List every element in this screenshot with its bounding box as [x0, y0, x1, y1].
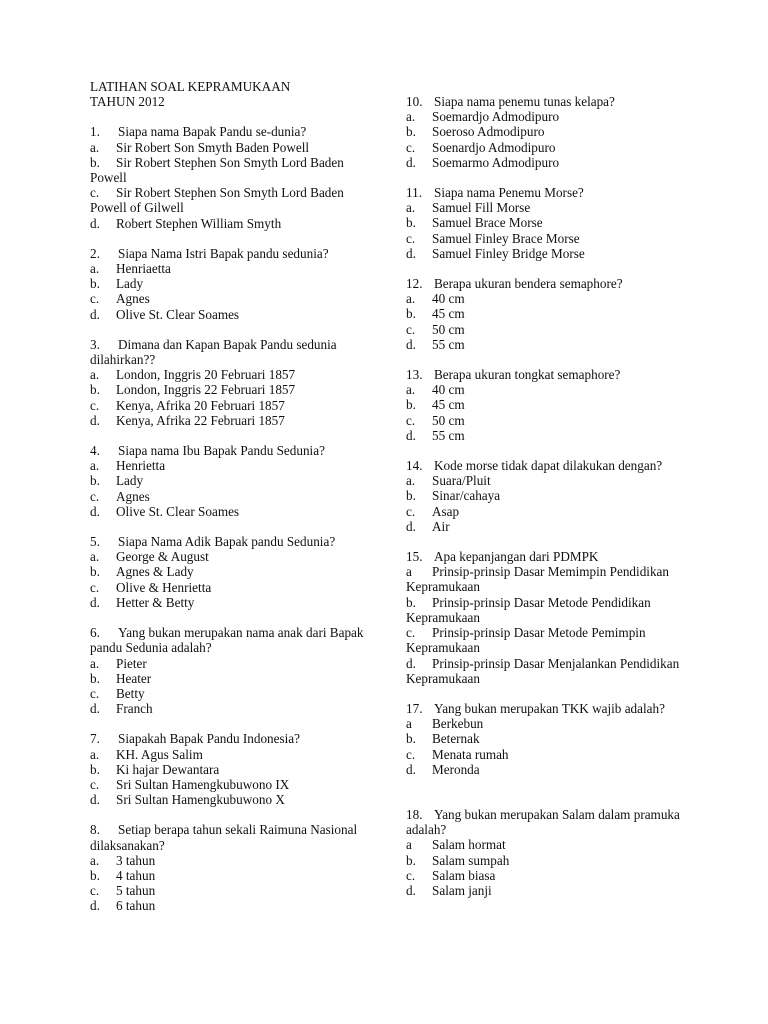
question-block [90, 625, 372, 716]
question-number: 7. [90, 731, 100, 747]
question-text: Siapa Nama Adik Bapak pandu Sedunia? [118, 534, 336, 550]
question-text: Siapa nama Penemu Morse? [434, 185, 584, 201]
question-number: 10. [406, 94, 423, 109]
answer-option [406, 762, 696, 777]
question-stem [90, 822, 372, 852]
option-letter: d. [90, 792, 100, 808]
option-text: Robert Stephen William Smyth [116, 215, 282, 231]
option-letter: a [406, 564, 412, 580]
answer-option [90, 686, 372, 701]
answer-option [406, 109, 696, 124]
question-number: 17. [406, 700, 423, 716]
answer-option [406, 246, 696, 261]
option-text: Suara/Pluit [432, 473, 491, 489]
question-text: Siapa nama Bapak Pandu se-dunia? [118, 124, 307, 140]
option-text: London, Inggris 20 Februari 1857 [116, 367, 296, 383]
answer-option [90, 868, 372, 883]
option-text: Ki hajar Dewantara [116, 761, 220, 777]
answer-option [90, 701, 372, 716]
question-block [406, 701, 696, 777]
answer-option [406, 428, 696, 443]
option-text: Soenardjo Admodipuro [432, 139, 556, 155]
option-letter: b. [406, 124, 416, 140]
question-stem [90, 731, 372, 746]
answer-option [406, 322, 696, 337]
option-text: Samuel Finley Bridge Morse [432, 245, 585, 261]
answer-option [406, 519, 696, 534]
option-text: Soeroso Admodipuro [432, 124, 545, 140]
option-letter: b. [406, 306, 416, 322]
option-text: 4 tahun [116, 867, 156, 883]
answer-option [90, 595, 372, 610]
option-letter: b. [406, 215, 416, 231]
option-text: Sir Robert Son Smyth Baden Powell [116, 139, 310, 155]
option-letter: c. [406, 321, 416, 337]
question-stem [406, 94, 696, 109]
answer-option [90, 413, 372, 428]
answer-option [406, 656, 696, 686]
option-text: Salam hormat [432, 837, 506, 853]
answer-option [90, 671, 372, 686]
option-text: London, Inggris 22 Februari 1857 [116, 382, 296, 398]
question-text: Yang bukan merupakan Salam dalam pramuka adalah? [406, 806, 680, 838]
option-letter: b. [90, 154, 100, 170]
option-text: Prinsip-prinsip Dasar Metode Pemimpin Kepramukaan [406, 625, 646, 656]
question-number: 1. [90, 124, 100, 140]
option-text: Henrietta [116, 458, 166, 474]
answer-option [90, 489, 372, 504]
left-question-list [90, 124, 372, 913]
answer-option [406, 291, 696, 306]
option-letter: c. [406, 625, 416, 641]
answer-option [406, 337, 696, 352]
option-letter: c. [90, 291, 100, 307]
question-stem [406, 276, 696, 291]
answer-option [90, 853, 372, 868]
question-stem [406, 549, 696, 564]
question-block [406, 185, 696, 261]
question-number: 6. [90, 625, 100, 641]
option-text: Salam sumpah [432, 852, 510, 868]
question-stem [90, 246, 372, 261]
option-letter: a. [90, 655, 100, 671]
option-text: 45 cm [432, 397, 465, 413]
answer-option [90, 458, 372, 473]
document-title [90, 79, 372, 109]
option-text: Samuel Finley Brace Morse [432, 230, 580, 246]
question-block [90, 534, 372, 610]
option-letter: a. [90, 367, 100, 383]
answer-option [406, 306, 696, 321]
option-letter: a. [90, 746, 100, 762]
question-text: Berapa ukuran tongkat semaphore? [434, 367, 621, 383]
answer-option [406, 837, 696, 852]
answer-option [406, 883, 696, 898]
option-text: Sir Robert Stephen Son Smyth Lord Baden Powell [90, 154, 344, 186]
option-text: Agnes [116, 488, 150, 504]
option-text: Berkebun [432, 716, 484, 732]
answer-option [406, 488, 696, 503]
option-text: Prinsip-prinsip Dasar Menjalankan Pendidikan Kepramukaan [406, 655, 680, 686]
answer-option [90, 777, 372, 792]
answer-option [90, 656, 372, 671]
question-block [90, 443, 372, 519]
option-letter: c. [406, 503, 416, 519]
answer-option [406, 397, 696, 412]
question-stem [406, 701, 696, 716]
question-text: Yang bukan merupakan TKK wajib adalah? [434, 700, 665, 716]
option-text: Franch [116, 701, 153, 717]
option-letter: c. [90, 579, 100, 595]
option-letter: d. [406, 761, 416, 777]
option-text: Lady [116, 276, 144, 292]
question-stem [90, 534, 372, 549]
question-text: Siapa Nama Istri Bapak pandu sedunia? [118, 245, 329, 261]
answer-option [90, 504, 372, 519]
question-text: Setiap berapa tahun sekali Raimuna Nasional dilaksanakan? [90, 822, 358, 853]
question-block [406, 807, 696, 898]
answer-option [406, 625, 696, 655]
option-text: Betty [116, 685, 145, 701]
option-text: 50 cm [432, 321, 465, 337]
answer-option [406, 231, 696, 246]
option-letter: b. [406, 594, 416, 610]
option-text: Sri Sultan Hamengkubuwono IX [116, 776, 290, 792]
option-letter: c. [406, 746, 416, 762]
question-block [406, 276, 696, 352]
question-stem [406, 458, 696, 473]
option-letter: c. [90, 685, 100, 701]
answer-option [90, 762, 372, 777]
question-text: Apa kepanjangan dari PDMPK [434, 549, 599, 565]
option-letter: d. [90, 412, 100, 428]
option-text: Sinar/cahaya [432, 488, 501, 504]
option-text: Soemarmo Admodipuro [432, 154, 560, 170]
question-stem [406, 367, 696, 382]
question-text: Kode morse tidak dapat dilakukan dengan? [434, 458, 663, 474]
option-letter: a. [90, 458, 100, 474]
question-block [406, 458, 696, 534]
option-letter: a [406, 716, 412, 732]
option-letter: d. [406, 882, 416, 898]
question-number: 2. [90, 245, 100, 261]
option-letter: b. [90, 473, 100, 489]
option-letter: c. [90, 883, 100, 899]
answer-option [90, 276, 372, 291]
option-text: Kenya, Afrika 20 Februari 1857 [116, 397, 285, 413]
answer-option [90, 747, 372, 762]
option-letter: b. [406, 488, 416, 504]
option-letter: a. [406, 382, 416, 398]
question-block [90, 337, 372, 428]
question-number: 5. [90, 534, 100, 550]
question-number: 14. [406, 458, 423, 474]
answer-option [406, 155, 696, 170]
option-text: Agnes & Lady [116, 564, 194, 580]
option-letter: c. [90, 776, 100, 792]
right-column [406, 94, 696, 913]
option-letter: b. [90, 276, 100, 292]
option-text: 40 cm [432, 291, 465, 307]
question-stem [90, 124, 372, 139]
option-letter: b. [406, 397, 416, 413]
answer-option [90, 398, 372, 413]
option-text: Olive & Henrietta [116, 579, 212, 595]
question-number: 15. [406, 549, 423, 565]
option-letter: c. [406, 139, 416, 155]
option-letter: c. [406, 412, 416, 428]
answer-option [406, 868, 696, 883]
option-text: Samuel Fill Morse [432, 200, 531, 216]
question-text: Siapa nama Ibu Bapak Pandu Sedunia? [118, 443, 325, 459]
question-stem [406, 807, 696, 837]
option-text: 40 cm [432, 382, 465, 398]
question-block [406, 549, 696, 686]
title-line-2: TAHUN 2012 [90, 94, 165, 110]
option-text: Henriaetta [116, 261, 171, 277]
answer-option [406, 215, 696, 230]
option-letter: a. [406, 291, 416, 307]
answer-option [406, 140, 696, 155]
option-text: Meronda [432, 761, 480, 777]
question-text: Siapa nama penemu tunas kelapa? [434, 94, 615, 109]
option-text: Air [432, 518, 450, 534]
answer-option [90, 564, 372, 579]
option-letter: a [406, 837, 412, 853]
answer-option [90, 883, 372, 898]
option-text: Lady [116, 473, 144, 489]
option-text: Kenya, Afrika 22 Februari 1857 [116, 412, 285, 428]
option-letter: b. [406, 731, 416, 747]
answer-option [90, 261, 372, 276]
title-line-1: LATIHAN SOAL KEPRAMUKAAN [90, 79, 291, 94]
option-letter: d. [90, 306, 100, 322]
option-letter: c. [406, 867, 416, 883]
option-text: Hetter & Betty [116, 594, 195, 610]
answer-option [406, 595, 696, 625]
answer-option [90, 185, 372, 215]
option-text: 6 tahun [116, 898, 156, 914]
option-letter: d. [406, 518, 416, 534]
question-number: 4. [90, 443, 100, 459]
option-letter: d. [90, 503, 100, 519]
answer-option [90, 549, 372, 564]
option-text: 45 cm [432, 306, 465, 322]
option-letter: a. [406, 200, 416, 216]
option-letter: a. [90, 261, 100, 277]
option-letter: d. [406, 336, 416, 352]
answer-option [406, 504, 696, 519]
answer-option [90, 155, 372, 185]
answer-option [406, 564, 696, 594]
option-text: 55 cm [432, 427, 465, 443]
right-question-list [406, 94, 696, 898]
answer-option [90, 291, 372, 306]
option-letter: d. [90, 898, 100, 914]
question-number: 11. [406, 185, 422, 201]
answer-option [406, 382, 696, 397]
question-block [90, 822, 372, 913]
option-letter: b. [90, 761, 100, 777]
option-text: Salam biasa [432, 867, 496, 883]
option-letter: b. [406, 852, 416, 868]
option-letter: d. [90, 594, 100, 610]
option-letter: d. [406, 245, 416, 261]
option-letter: d. [406, 655, 416, 671]
question-block [90, 124, 372, 230]
answer-option [406, 747, 696, 762]
option-letter: b. [90, 564, 100, 580]
option-text: Sir Robert Stephen Son Smyth Lord Baden Powell of Gilwell [90, 185, 344, 216]
option-letter: d. [90, 215, 100, 231]
option-text: 50 cm [432, 412, 465, 428]
option-letter: c. [90, 185, 100, 201]
answer-option [90, 473, 372, 488]
option-letter: d. [406, 154, 416, 170]
question-number: 8. [90, 822, 100, 838]
option-text: Beternak [432, 731, 480, 747]
question-number: 18. [406, 806, 423, 822]
option-letter: b. [90, 382, 100, 398]
option-text: George & August [116, 549, 209, 565]
option-letter: d. [90, 701, 100, 717]
option-text: Salam janji [432, 882, 492, 898]
option-letter: c. [406, 230, 416, 246]
option-text: 55 cm [432, 336, 465, 352]
option-text: 5 tahun [116, 883, 156, 899]
option-text: KH. Agus Salim [116, 746, 203, 762]
option-text: Agnes [116, 291, 150, 307]
option-letter: a. [90, 852, 100, 868]
option-letter: c. [90, 488, 100, 504]
question-block [90, 731, 372, 807]
answer-option [90, 792, 372, 807]
option-text: Olive St. Clear Soames [116, 306, 240, 322]
option-text: Soemardjo Admodipuro [432, 109, 560, 125]
option-text: 3 tahun [116, 852, 156, 868]
option-text: Pieter [116, 655, 147, 671]
answer-option [406, 200, 696, 215]
question-stem [90, 443, 372, 458]
option-text: Heater [116, 670, 152, 686]
question-stem [406, 185, 696, 200]
question-number: 3. [90, 336, 100, 352]
answer-option [90, 307, 372, 322]
left-column [90, 79, 372, 929]
option-letter: a. [90, 549, 100, 565]
option-text: Sri Sultan Hamengkubuwono X [116, 792, 285, 808]
question-text: Berapa ukuran bendera semaphore? [434, 276, 623, 292]
option-letter: b. [90, 867, 100, 883]
answer-option [406, 473, 696, 488]
question-text: Dimana dan Kapan Bapak Pandu sedunia dilahirkan?? [90, 336, 337, 368]
answer-option [90, 580, 372, 595]
option-letter: b. [90, 670, 100, 686]
answer-option [90, 367, 372, 382]
answer-option [90, 140, 372, 155]
option-text: Menata rumah [432, 746, 509, 762]
option-text: Olive St. Clear Soames [116, 503, 240, 519]
answer-option [90, 898, 372, 913]
question-text: Yang bukan merupakan nama anak dari Bapak pandu Sedunia adalah? [90, 625, 364, 656]
question-block [406, 94, 696, 170]
question-stem [90, 625, 372, 655]
answer-option [406, 124, 696, 139]
question-text: Siapakah Bapak Pandu Indonesia? [118, 731, 301, 747]
option-letter: a. [90, 139, 100, 155]
answer-option [406, 716, 696, 731]
question-stem [90, 337, 372, 367]
option-text: Prinsip-prinsip Dasar Memimpin Pendidikan Kepramukaan [406, 564, 669, 595]
answer-option [90, 382, 372, 397]
option-letter: c. [90, 397, 100, 413]
option-text: Samuel Brace Morse [432, 215, 543, 231]
option-text: Asap [432, 503, 460, 519]
option-letter: a. [406, 473, 416, 489]
option-text: Prinsip-prinsip Dasar Metode Pendidikan Kepramukaan [406, 594, 651, 625]
option-letter: a. [406, 109, 416, 125]
answer-option [406, 731, 696, 746]
question-block [406, 367, 696, 443]
answer-option [406, 853, 696, 868]
option-letter: d. [406, 427, 416, 443]
question-number: 12. [406, 276, 423, 292]
answer-option [90, 216, 372, 231]
answer-option [406, 413, 696, 428]
question-block [90, 246, 372, 322]
question-number: 13. [406, 367, 423, 383]
